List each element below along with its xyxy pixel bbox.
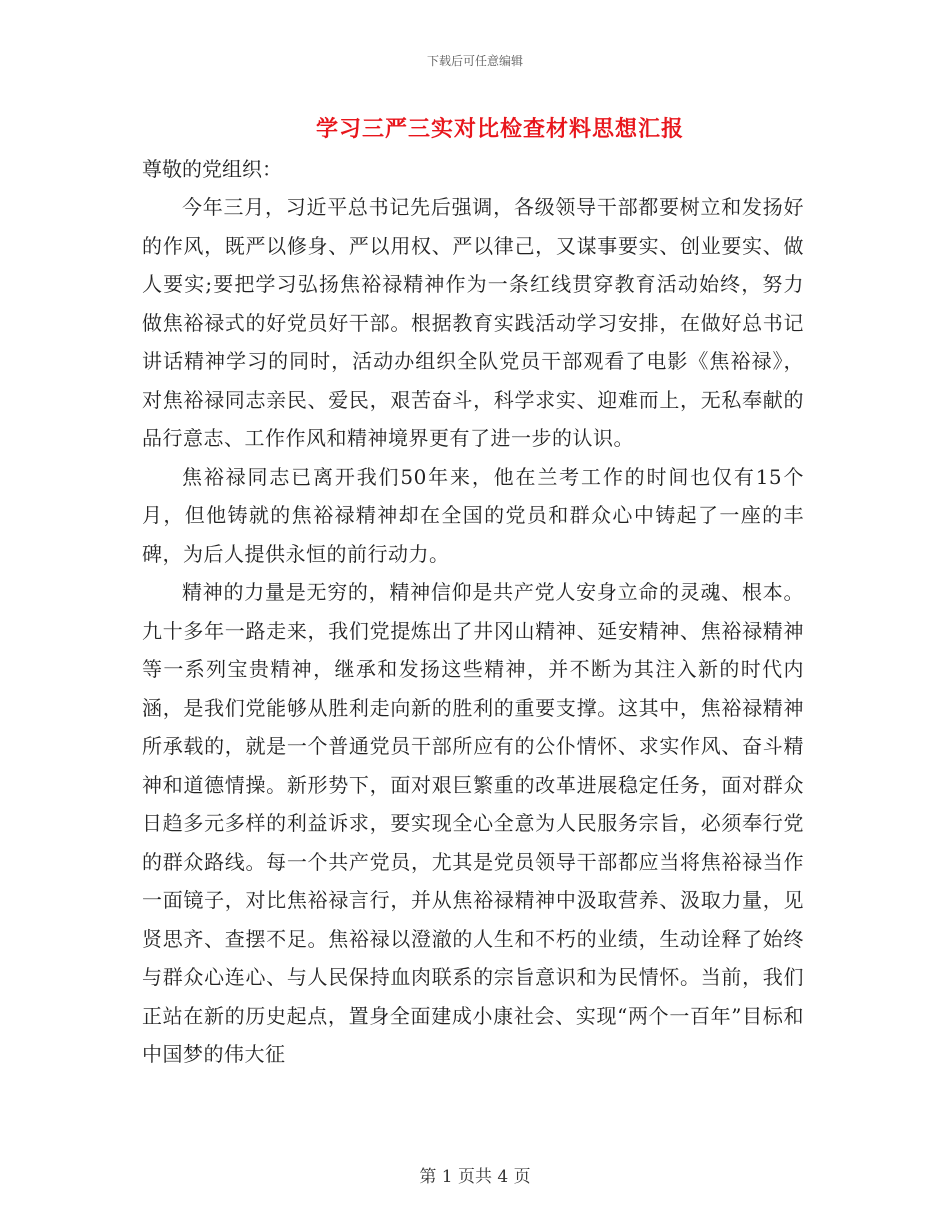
- paragraph-3: 精神的力量是无穷的，精神信仰是共产党人安身立命的灵魂、根本。九十多年一路走来，我们党提炼出了井冈山精神、延安精神、焦裕禄精神等一系列宝贵精神，继承和发扬这些精神，并不断为其注入新的时代内涵，是我们党能够从胜利走向新的胜利的重要支撑。这其中，焦裕禄精神所承载的，就是一个普通党员干部所应有的公仆情怀、求实作风、奋斗精神和道德情操。新形势下，面对艰巨繁重的改革进展稳定任务，面对群众日趋多元多样的利益诉求，要实现全心全意为人民服务宗旨，必须奉行党的群众路线。每一个共产党员，尤其是党员领导干部都应当将焦裕禄当作一面镜子，对比焦裕禄言行，并从焦裕禄精神中汲取营养、汲取力量，见贤思齐、查摆不足。焦裕禄以澄澈的人生和不朽的业绩，生动诠释了始终与群众心连心、与人民保持血肉联系的宗旨意识和为民情怀。当前，我们正站在新的历史起点，置身全面建成小康社会、实现“两个一百年”目标和中国梦的伟大征: [142, 580, 804, 1066]
- document-body: [142, 188, 804, 1074]
- salutation: 尊敬的党组织：: [142, 157, 282, 181]
- header-note: 下载后可任意编辑: [426, 54, 523, 68]
- page-number-footer: 第 1 页共 4 页: [419, 1167, 531, 1187]
- paragraph-1: 今年三月，习近平总书记先后强调，各级领导干部都要树立和发扬好的作风，既严以修身、严以用权、严以律己，又谋事要实、创业要实、做人要实;要把学习弘扬焦裕禄精神作为一条红线贯穿教育活动始终，努力做焦裕禄式的好党员好干部。根据教育实践活动学习安排，在做好总书记讲话精神学习的同时，活动办组织全队党员干部观看了电影《焦裕禄》，对焦裕禄同志亲民、爱民，艰苦奋斗，科学求实、迎难而上，无私奉献的品行意志、工作作风和精神境界更有了进一步的认识。: [142, 195, 804, 450]
- paragraph-2: 焦裕禄同志已离开我们50年来，他在兰考工作的时间也仅有15个月，但他铸就的焦裕禄精神却在全国的党员和群众心中铸起了一座的丰碑，为后人提供永恒的前行动力。: [142, 464, 804, 566]
- document-title: 学习三严三实对比检查材料思想汇报: [315, 116, 684, 142]
